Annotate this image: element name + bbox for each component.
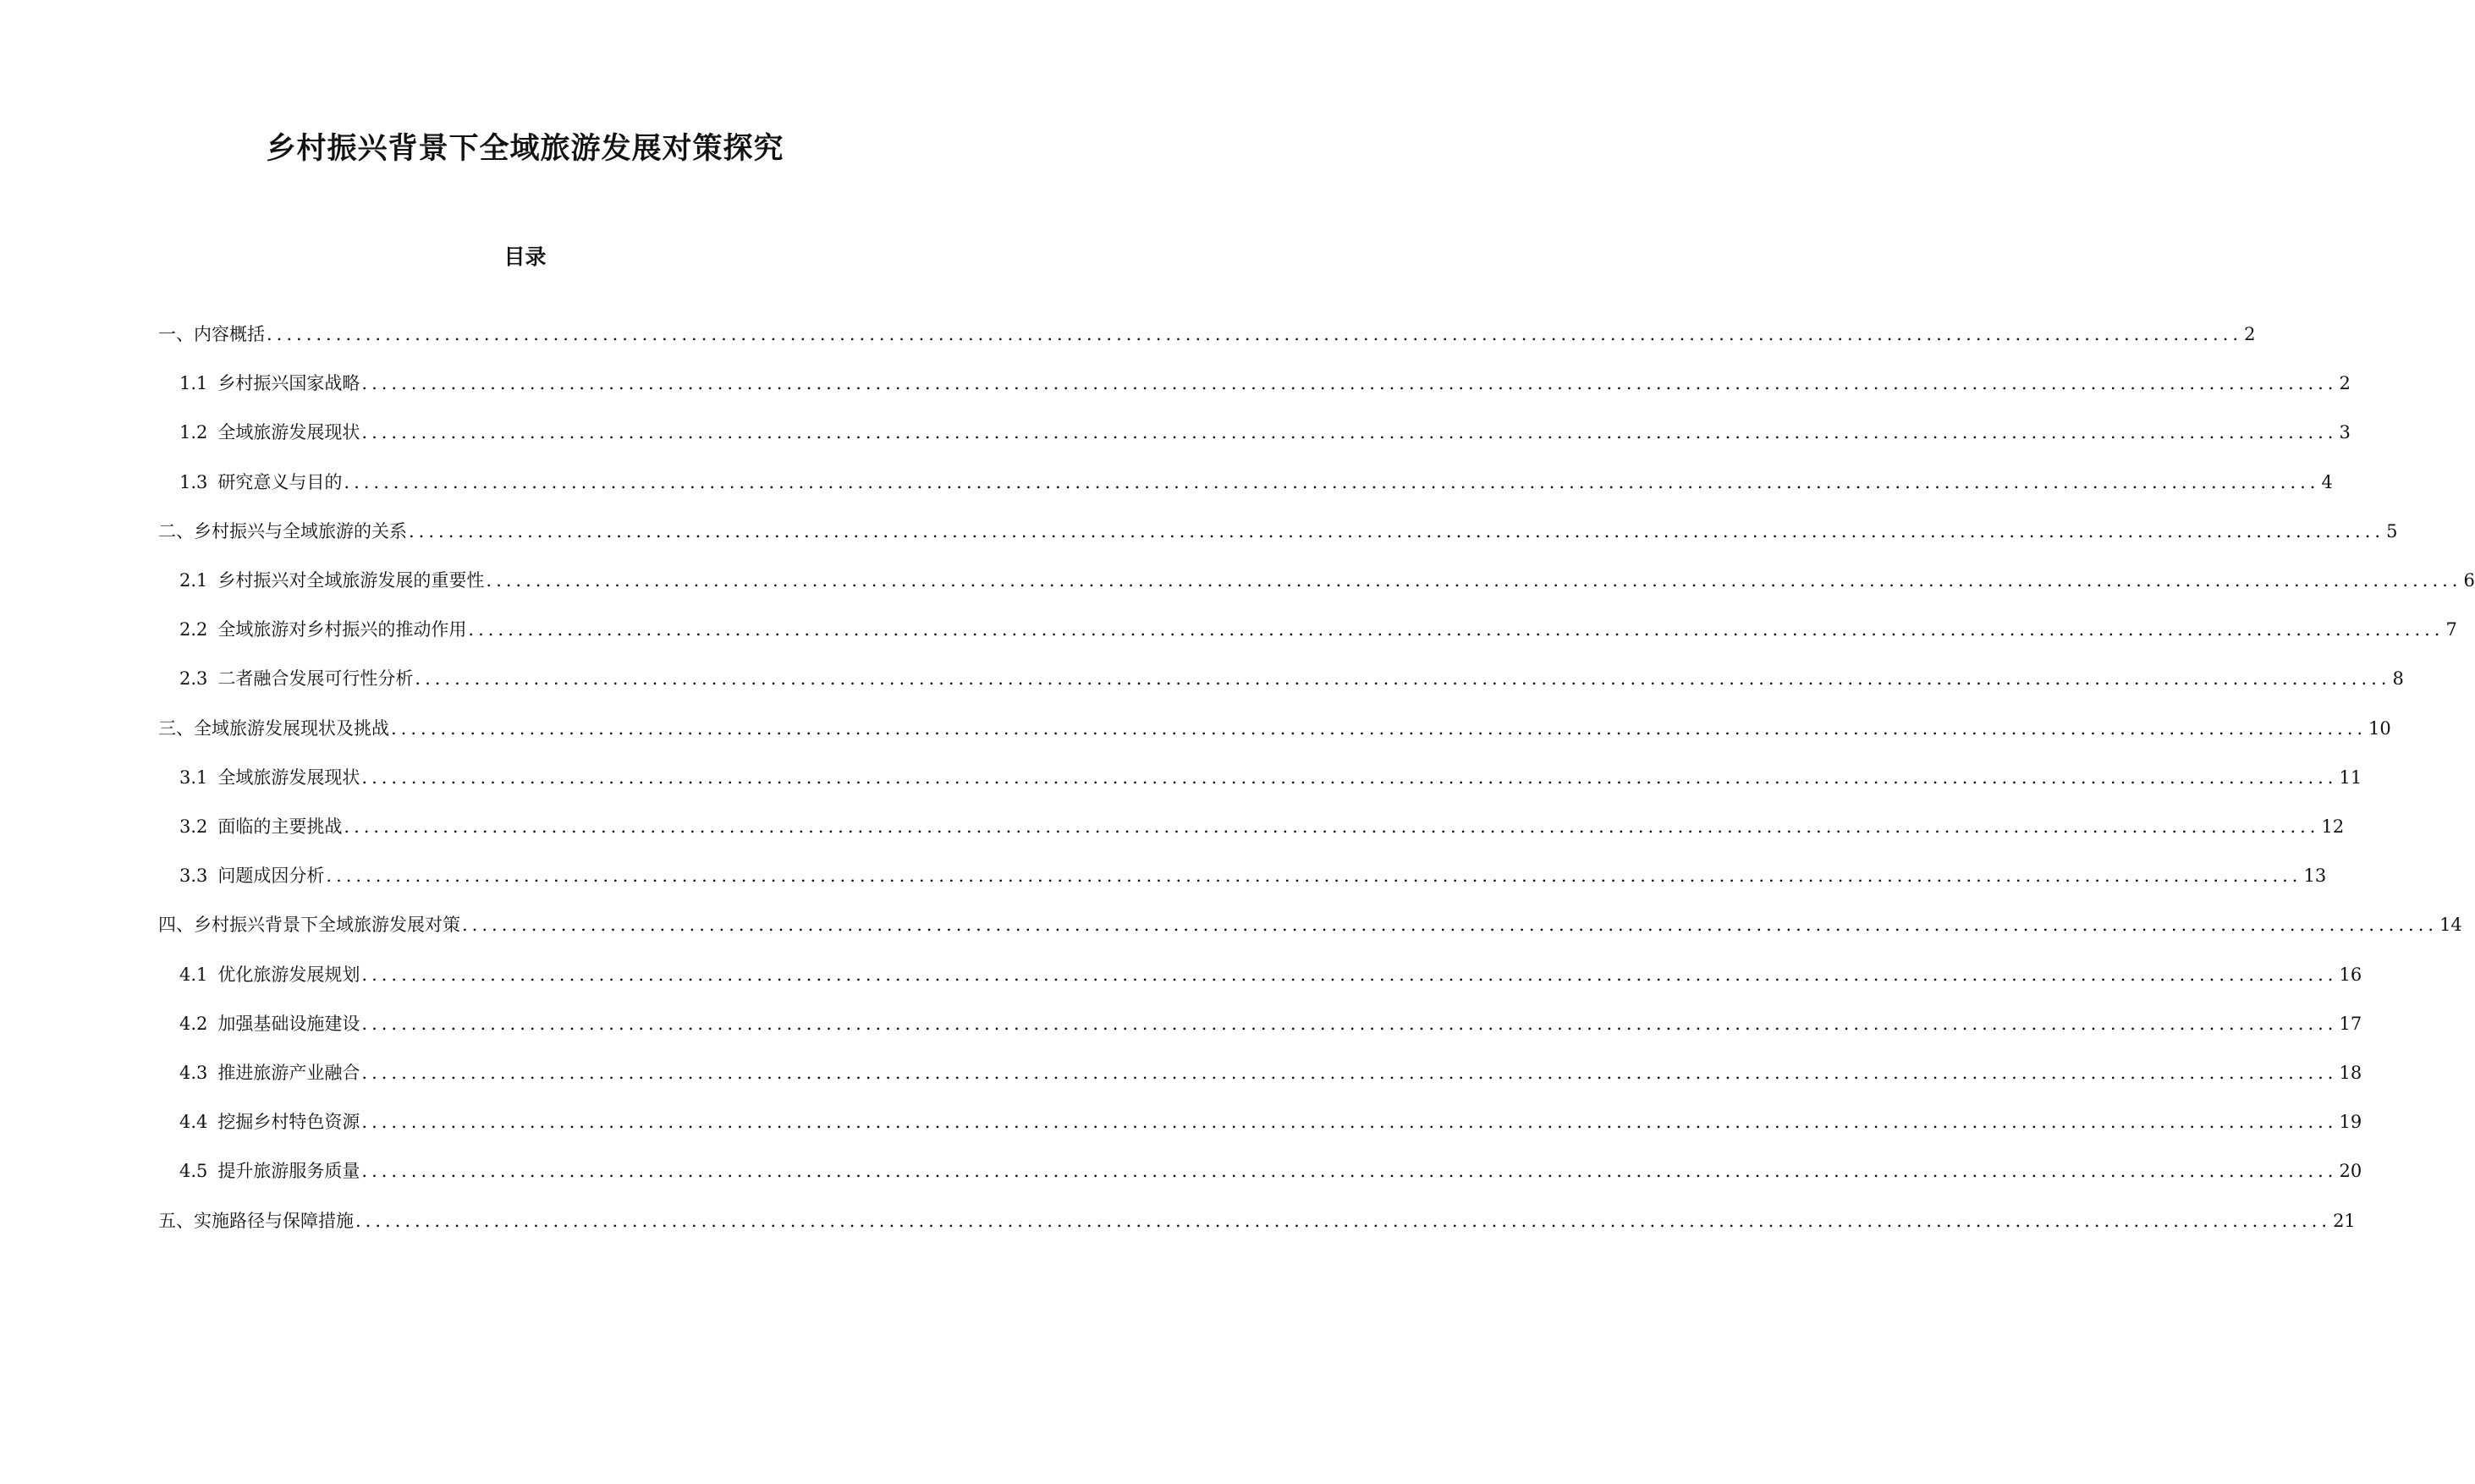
toc-entry[interactable] bbox=[158, 322, 2256, 347]
toc-entry[interactable] bbox=[179, 470, 2333, 495]
toc-entry-label: 四、乡村振兴背景下全域旅游发展对策 bbox=[158, 915, 460, 936]
toc-entry-page-number: 5 bbox=[2386, 520, 2398, 541]
toc-entry-label: 二者融合发展可行性分析 bbox=[217, 668, 414, 690]
toc-dot-leader: ........................................................................................................................................................................................................ bbox=[361, 1112, 2338, 1133]
toc-entry-page-number: 10 bbox=[2368, 717, 2391, 739]
toc-entry-page-number: 21 bbox=[2333, 1210, 2356, 1231]
toc-entry-page-number: 13 bbox=[2303, 866, 2327, 887]
toc-entry[interactable] bbox=[179, 420, 2351, 445]
toc-entry-number: 3.3 bbox=[179, 866, 208, 887]
toc-dot-leader: ........................................................................................................................................................................................................ bbox=[468, 619, 2445, 640]
toc-dot-leader: ........................................................................................................................................................................................................ bbox=[462, 915, 2439, 936]
toc-dot-leader: ........................................................................................................................................................................................................ bbox=[361, 1063, 2338, 1083]
toc-dot-leader: ........................................................................................................................................................................................................ bbox=[361, 767, 2338, 788]
toc-entry[interactable] bbox=[158, 1208, 2356, 1234]
toc-entry-label: 挖掘乡村特色资源 bbox=[217, 1112, 360, 1133]
toc-dot-leader: ........................................................................................................................................................................................................ bbox=[361, 1013, 2338, 1034]
toc-dot-leader: ........................................................................................................................................................................................................ bbox=[415, 668, 2391, 690]
toc-entry-page-number: 8 bbox=[2392, 668, 2404, 690]
toc-entry-number: 1.1 bbox=[179, 373, 208, 394]
toc-entry-number: 2.3 bbox=[179, 668, 208, 690]
toc-entry-label: 面临的主要挑战 bbox=[217, 816, 343, 837]
toc-entry[interactable] bbox=[179, 1060, 2362, 1086]
toc-dot-leader: ........................................................................................................................................................................................................ bbox=[355, 1210, 2332, 1231]
toc-entry[interactable] bbox=[179, 765, 2362, 790]
toc-entry-number: 1.2 bbox=[179, 422, 208, 443]
toc-dot-leader: ........................................................................................................................................................................................................ bbox=[361, 964, 2338, 985]
toc-entry-page-number: 19 bbox=[2339, 1112, 2362, 1133]
toc-entry-label: 提升旅游服务质量 bbox=[217, 1161, 360, 1182]
toc-entry[interactable] bbox=[179, 1011, 2362, 1036]
toc-entry-label: 乡村振兴对全域旅游发展的重要性 bbox=[217, 570, 485, 591]
toc-entry[interactable] bbox=[179, 1109, 2362, 1135]
toc-heading: 目录 bbox=[503, 245, 547, 269]
toc-entry-label: 推进旅游产业融合 bbox=[217, 1063, 360, 1083]
toc-entry-label: 三、全域旅游发展现状及挑战 bbox=[158, 717, 389, 739]
toc-entry[interactable] bbox=[158, 912, 2462, 937]
toc-dot-leader: ........................................................................................................................................................................................................ bbox=[486, 570, 2462, 591]
toc-entry-number: 1.3 bbox=[179, 471, 208, 492]
toc-dot-leader: ........................................................................................................................................................................................................ bbox=[361, 373, 2338, 394]
toc-entry[interactable] bbox=[179, 962, 2362, 987]
toc-dot-leader: ........................................................................................................................................................................................................ bbox=[267, 324, 2243, 344]
toc-entry[interactable] bbox=[179, 617, 2457, 642]
toc-dot-leader: ........................................................................................................................................................................................................ bbox=[344, 816, 2320, 837]
toc-entry-label: 问题成因分析 bbox=[217, 866, 325, 887]
toc-entry-page-number: 20 bbox=[2339, 1161, 2362, 1182]
toc-entry[interactable] bbox=[158, 716, 2391, 741]
toc-entry-number: 4.3 bbox=[179, 1063, 208, 1083]
toc-entry-page-number: 3 bbox=[2339, 422, 2351, 443]
toc-dot-leader: ........................................................................................................................................................................................................ bbox=[326, 866, 2302, 887]
toc-entry-number: 3.1 bbox=[179, 767, 208, 788]
toc-entry[interactable] bbox=[179, 814, 2345, 839]
toc-entry[interactable] bbox=[158, 519, 2398, 544]
toc-entry-label: 优化旅游发展规划 bbox=[217, 964, 360, 985]
toc-entry[interactable] bbox=[179, 1158, 2362, 1184]
toc-entry-page-number: 17 bbox=[2339, 1013, 2362, 1034]
toc-entry-page-number: 2 bbox=[2244, 324, 2256, 344]
toc-entry-label: 五、实施路径与保障措施 bbox=[158, 1210, 354, 1231]
toc-dot-leader: ........................................................................................................................................................................................................ bbox=[391, 717, 2368, 739]
toc-entry-number: 4.1 bbox=[179, 964, 208, 985]
toc-entry-page-number: 18 bbox=[2339, 1063, 2362, 1083]
toc-dot-leader: ........................................................................................................................................................................................................ bbox=[361, 422, 2338, 443]
toc-entry-label: 全域旅游发展现状 bbox=[217, 422, 360, 443]
toc-entry[interactable] bbox=[179, 666, 2404, 691]
toc-entry-page-number: 6 bbox=[2463, 570, 2475, 591]
toc-entry-page-number: 16 bbox=[2339, 964, 2362, 985]
toc-entry-page-number: 12 bbox=[2321, 816, 2345, 837]
toc-entry[interactable] bbox=[179, 371, 2351, 396]
toc-entry-label: 加强基础设施建设 bbox=[217, 1013, 360, 1034]
toc-entry-label: 研究意义与目的 bbox=[217, 471, 343, 492]
toc-dot-leader: ........................................................................................................................................................................................................ bbox=[361, 1161, 2338, 1182]
toc-entry-number: 2.2 bbox=[179, 619, 208, 640]
toc-entry-label: 全域旅游对乡村振兴的推动作用 bbox=[217, 619, 467, 640]
toc-entry-number: 4.4 bbox=[179, 1112, 208, 1133]
toc-entry-page-number: 4 bbox=[2321, 471, 2333, 492]
toc-entry-page-number: 11 bbox=[2339, 767, 2362, 788]
toc-entry-label: 二、乡村振兴与全域旅游的关系 bbox=[158, 520, 407, 541]
toc-entry[interactable] bbox=[179, 863, 2327, 888]
toc-entry-number: 3.2 bbox=[179, 816, 208, 837]
toc-entry-page-number: 14 bbox=[2439, 915, 2462, 936]
toc-entry-number: 2.1 bbox=[179, 570, 208, 591]
toc-entry-page-number: 2 bbox=[2339, 373, 2351, 394]
toc-dot-leader: ........................................................................................................................................................................................................ bbox=[344, 471, 2320, 492]
toc-entry-label: 一、内容概括 bbox=[158, 324, 265, 344]
toc-entry-label: 乡村振兴国家战略 bbox=[217, 373, 360, 394]
toc-dot-leader: ........................................................................................................................................................................................................ bbox=[409, 520, 2385, 541]
toc-entry-page-number: 7 bbox=[2445, 619, 2457, 640]
toc-entry[interactable] bbox=[179, 568, 2475, 593]
toc-entry-number: 4.2 bbox=[179, 1013, 208, 1034]
toc-entry-number: 4.5 bbox=[179, 1161, 208, 1182]
document-title: 乡村振兴背景下全域旅游发展对策探究 bbox=[266, 132, 784, 166]
toc-entry-label: 全域旅游发展现状 bbox=[217, 767, 360, 788]
